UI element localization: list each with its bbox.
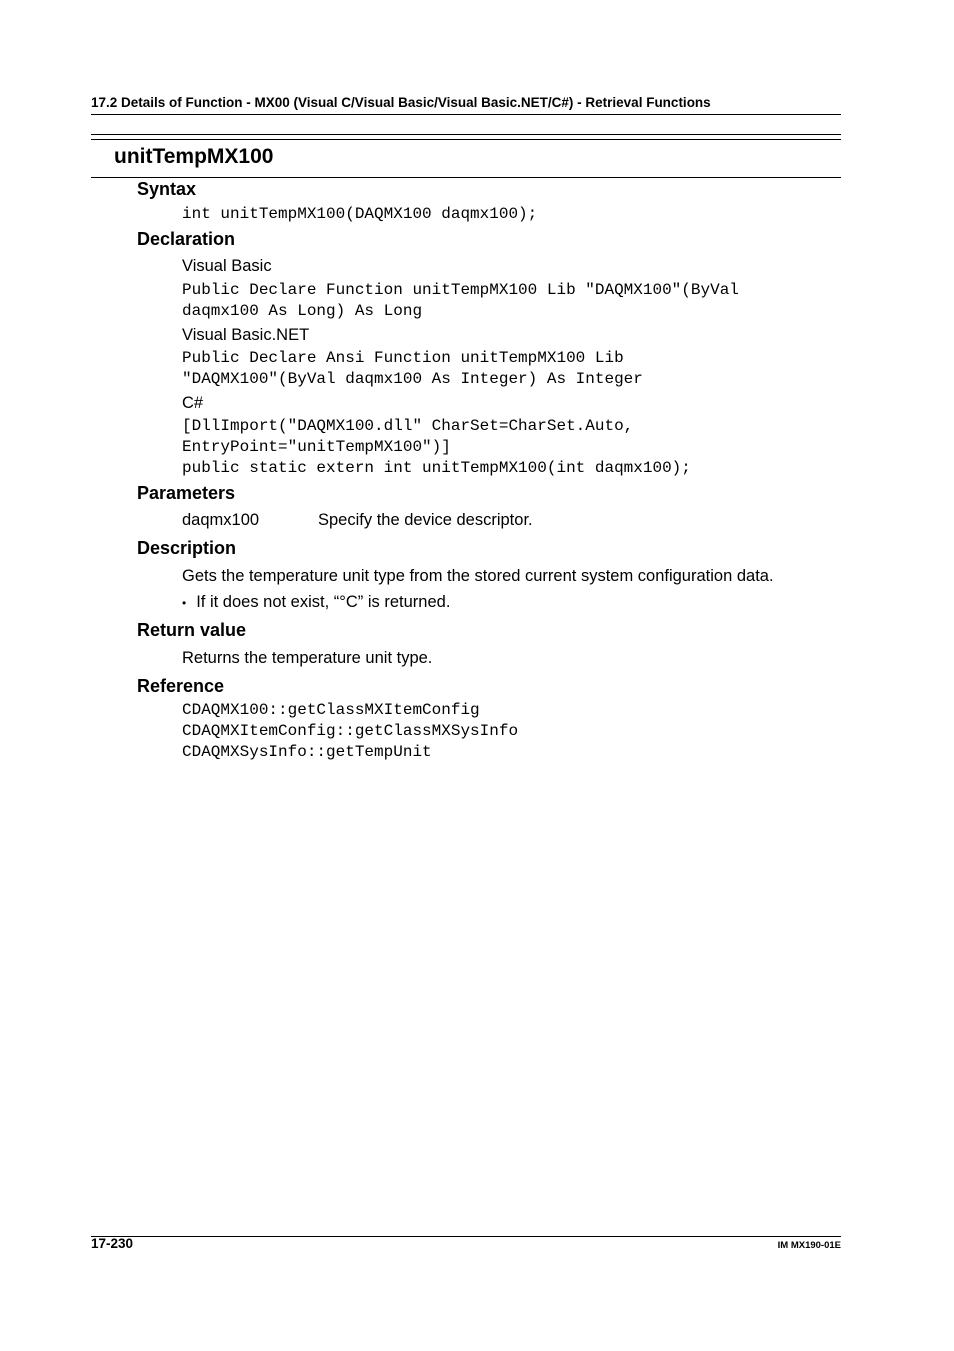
parameter-description: Specify the device descriptor. xyxy=(318,511,533,529)
cs-label: C# xyxy=(182,394,204,412)
bullet-mark: • xyxy=(182,596,187,610)
vbnet-code-line-1: Public Declare Ansi Function unitTempMX100 Lib xyxy=(182,349,624,367)
reference-item: CDAQMX100::getClassMXItemConfig xyxy=(182,701,480,719)
footer-rule xyxy=(91,1236,841,1237)
cs-code-line-2: EntryPoint="unitTempMX100")] xyxy=(182,438,451,456)
vb-code-line-1: Public Declare Function unitTempMX100 Lib "DAQMX100"(ByVal xyxy=(182,281,739,299)
reference-heading: Reference xyxy=(137,676,225,696)
running-header: 17.2 Details of Function - MX00 (Visual C/Visual Basic/Visual Basic.NET/C#) - Retrieval Functions xyxy=(91,95,711,110)
title-rule-bottom xyxy=(91,177,841,178)
description-bullet-item xyxy=(182,593,450,612)
vbnet-label: Visual Basic.NET xyxy=(182,326,310,344)
title-rule-top-inner xyxy=(91,139,841,140)
parameters-heading: Parameters xyxy=(137,483,236,503)
syntax-code: int unitTempMX100(DAQMX100 daqmx100); xyxy=(182,205,538,223)
cs-code-line-1: [DllImport("DAQMX100.dll" CharSet=CharSet.Auto, xyxy=(182,417,634,435)
parameter-name: daqmx100 xyxy=(182,511,260,529)
function-title: unitTempMX100 xyxy=(114,145,274,168)
page-number: 17-230 xyxy=(91,1236,134,1251)
declaration-heading: Declaration xyxy=(137,229,236,249)
title-rule-top xyxy=(91,134,841,135)
description-text: Gets the temperature unit type from the stored current system configuration data. xyxy=(182,567,774,585)
document-id: IM MX190-01E xyxy=(777,1240,841,1251)
description-heading: Description xyxy=(137,538,237,558)
vb-code-line-2: daqmx100 As Long) As Long xyxy=(182,302,423,320)
bullet-text: If it does not exist, “°C” is returned. xyxy=(196,593,451,611)
reference-item: CDAQMXItemConfig::getClassMXSysInfo xyxy=(182,722,519,740)
cs-code-line-3: public static extern int unitTempMX100(int daqmx100); xyxy=(182,459,691,477)
return-value-heading: Return value xyxy=(137,620,247,640)
syntax-heading: Syntax xyxy=(137,179,197,199)
reference-item: CDAQMXSysInfo::getTempUnit xyxy=(182,743,432,761)
vbnet-code-line-2: "DAQMX100"(ByVal daqmx100 As Integer) As Integer xyxy=(182,370,643,388)
return-value-text: Returns the temperature unit type. xyxy=(182,649,433,667)
vb-label: Visual Basic xyxy=(182,257,272,275)
header-rule xyxy=(91,114,841,115)
